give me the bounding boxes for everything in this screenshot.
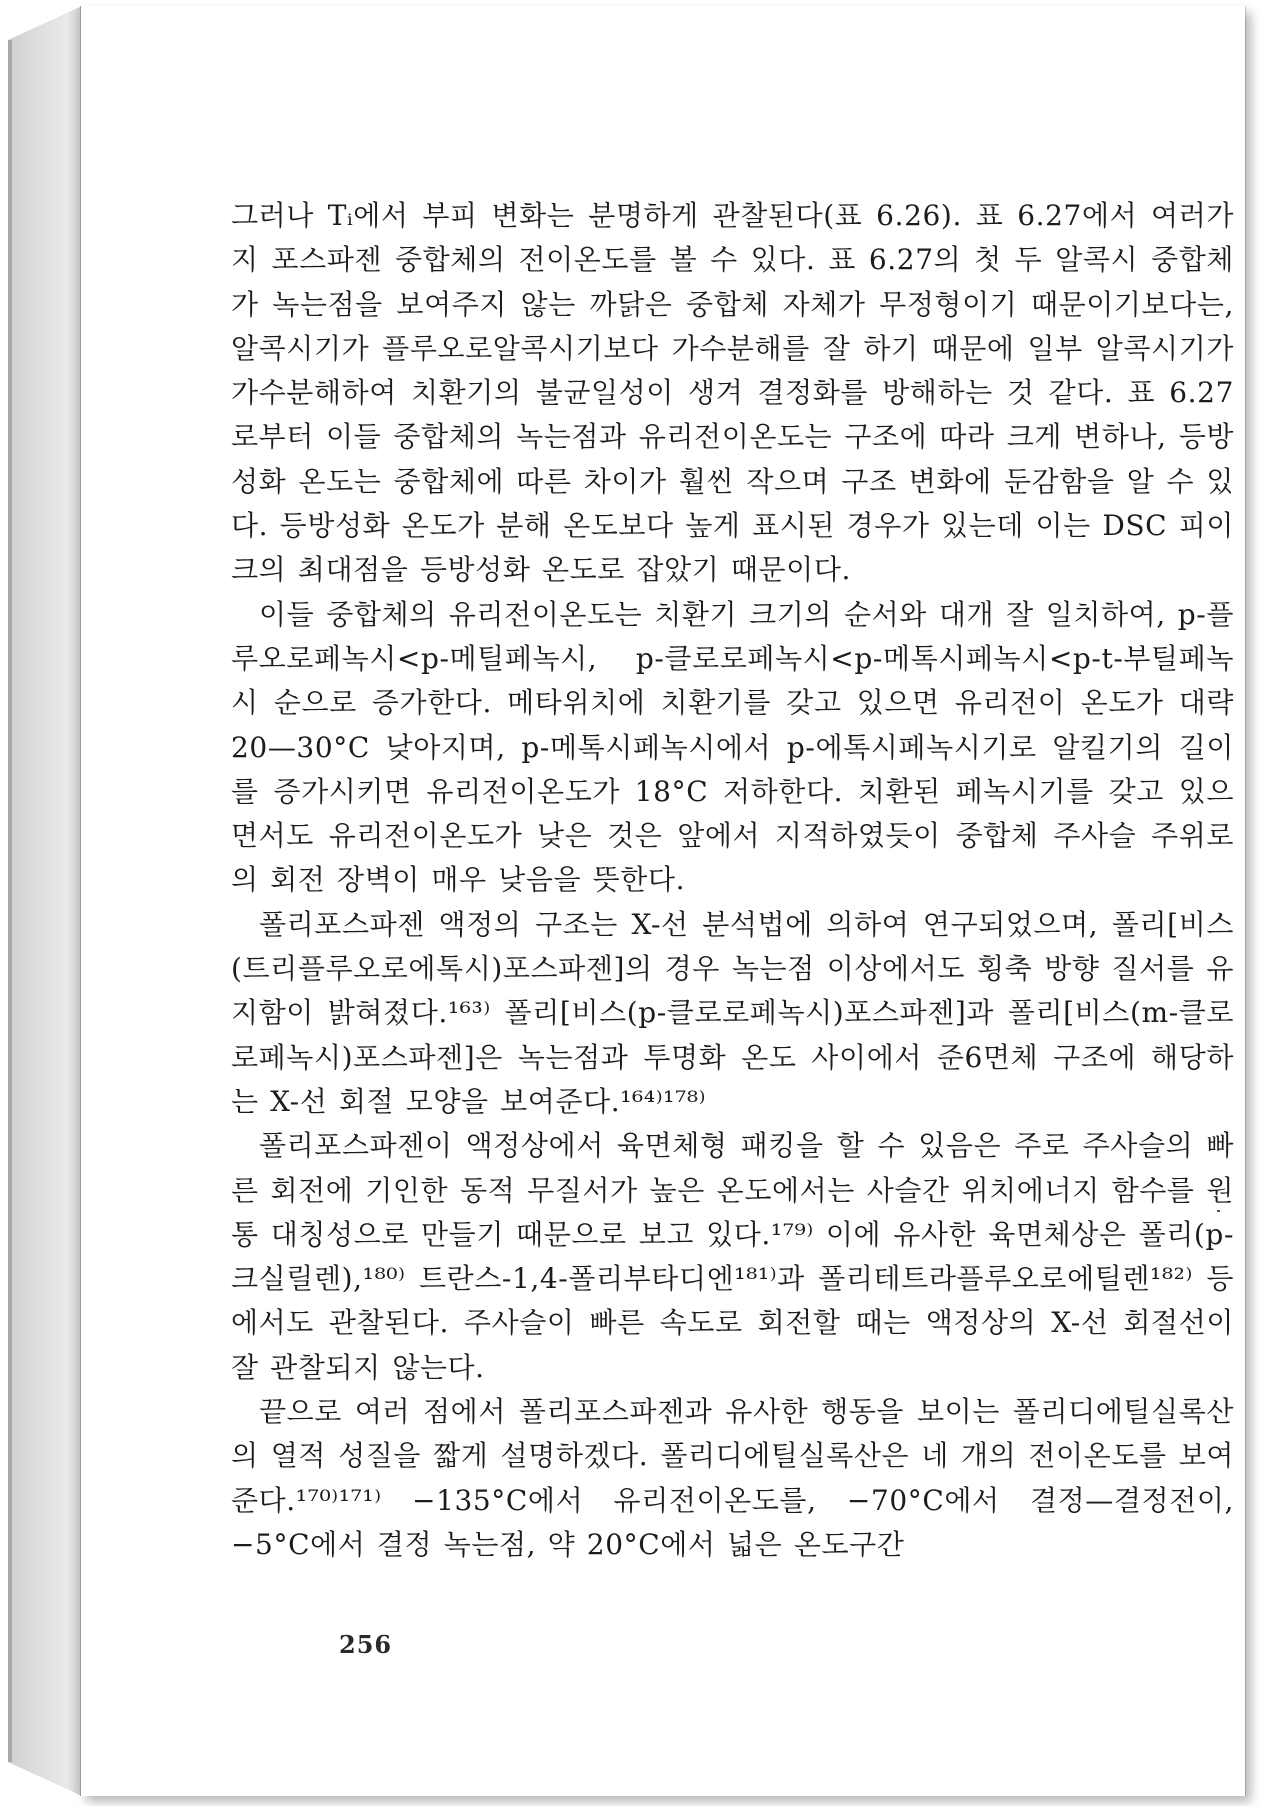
paragraph-3: 폴리포스파젠 액정의 구조는 X-선 분석법에 의하여 연구되었으며, 폴리[비스(트리플루오로에톡시)포스파젠]의 경우 녹는점 이상에서도 횡축 방향 질서를 유지함이 밝혀졌다.¹⁶³⁾ 폴리[비스(p-클로로페녹시)포스파젠]과 폴리[비스(m-클로로페녹시)포스파젠]은 녹는점과 투명화 온도 사이에서 준6면체 구조에 해당하는 X-선 회절 모양을 보여준다.¹⁶⁴⁾¹⁷⁸⁾ [231,907,1234,1118]
page-number: 256 [339,1630,393,1659]
paragraph-2: 이들 중합체의 유리전이온도는 치환기 크기의 순서와 대개 잘 일치하여, p-플루오로페녹시<p-메틸페녹시, p-클로로페녹시<p-메톡시페녹시<p-t-부틸페녹시 순으로 증가한다. 메타위치에 치환기를 갖고 있으면 유리전이 온도가 대략 20—30°C 낮아지며, p-메톡시페녹시에서 p-에톡시페녹시기로 알킬기의 길이를 증가시키면 유리전이온도가 18°C 저하한다. 치환된 페녹시기를 갖고 있으면서도 유리전이온도가 낮은 것은 앞에서 지적하였듯이 중합체 주사슬 주위로의 회전 장벽이 매우 낮음을 뜻한다. [231,597,1234,897]
book-spine-edge [8,40,12,1762]
scan-speck [1217,1210,1220,1212]
body-text [231,194,1234,1567]
book-spine [8,6,82,1796]
book-page [80,6,1245,1796]
paragraph-4: 폴리포스파젠이 액정상에서 육면체형 패킹을 할 수 있음은 주로 주사슬의 빠른 회전에 기인한 동적 무질서가 높은 온도에서는 사슬간 위치에너지 함수를 원통 대칭성으로 만들기 때문으로 보고 있다.¹⁷⁹⁾ 이에 유사한 육면체상은 폴리(p-크실릴렌),¹⁸⁰⁾ 트란스-1,4-폴리부타디엔¹⁸¹⁾과 폴리테트라플루오로에틸렌¹⁸²⁾ 등에서도 관찰된다. 주사슬이 빠른 속도로 회전할 때는 액정상의 X-선 회절선이 잘 관찰되지 않는다. [231,1129,1234,1384]
paragraph-1: 그러나 Tᵢ에서 부피 변화는 분명하게 관찰된다(표 6.26). 표 6.27에서 여러가지 포스파젠 중합체의 전이온도를 볼 수 있다. 표 6.27의 첫 두 알콕시 중합체가 녹는점을 보여주지 않는 까닭은 중합체 자체가 무정형이기 때문이기보다는, 알콕시기가 플루오로알콕시기보다 가수분해를 잘 하기 때문에 일부 알콕시기가 가수분해하여 치환기의 불균일성이 생겨 결정화를 방해하는 것 같다. 표 6.27로부터 이들 중합체의 녹는점과 유리전이온도는 구조에 따라 크게 변하나, 등방성화 온도는 중합체에 따른 차이가 훨씬 작으며 구조 변화에 둔감함을 알 수 있다. 등방성화 온도가 분해 온도보다 높게 표시된 경우가 있는데 이는 DSC 피이크의 최대점을 등방성화 온도로 잡았기 때문이다. [231,199,1234,587]
paragraph-5: 끝으로 여러 점에서 폴리포스파젠과 유사한 행동을 보이는 폴리디에틸실록산의 열적 성질을 짧게 설명하겠다. 폴리디에틸실록산은 네 개의 전이온도를 보여준다.¹⁷⁰⁾¹⁷¹⁾ −135°C에서 유리전이온도를, −70°C에서 결정—결정전이, −5°C에서 결정 녹는점, 약 20°C에서 넓은 온도구간 [231,1395,1234,1561]
